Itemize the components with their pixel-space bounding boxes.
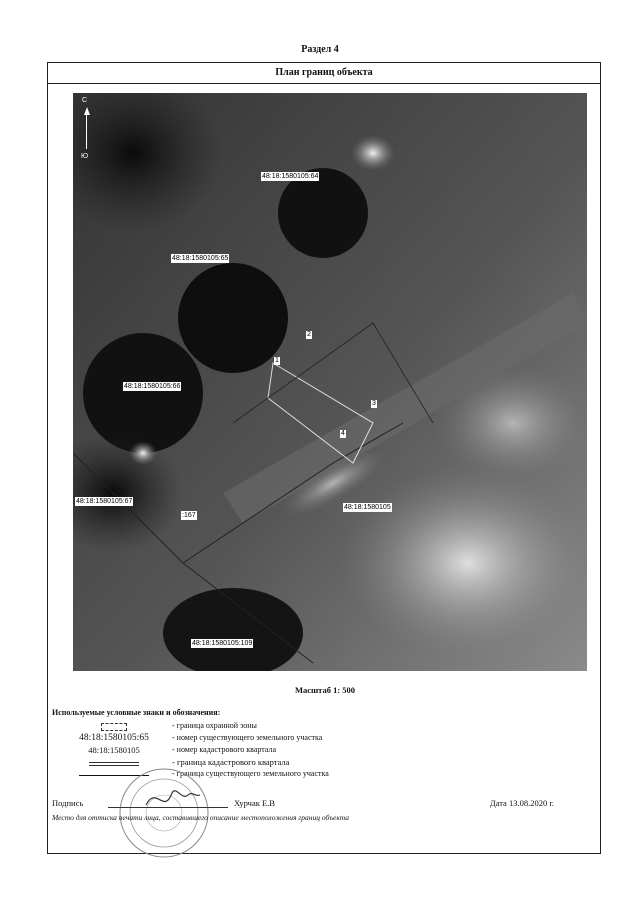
boundary-point: 4 <box>341 430 345 437</box>
legend-item <box>48 745 602 757</box>
parcel-label: 48:18:1580105:66 <box>124 383 181 390</box>
boundary-point: 2 <box>307 331 311 338</box>
legend-item <box>48 721 602 733</box>
legend-text: - номер существующего земельного участка <box>172 733 323 742</box>
compass-south-label: Ю <box>81 153 89 160</box>
signature-label: Подпись <box>52 798 84 808</box>
plan-frame <box>47 62 601 854</box>
legend-symbol-quarter-number: 48:18:1580105 <box>88 745 140 755</box>
legend-symbol-protection-zone <box>64 721 164 733</box>
parcel-label: 48:18:1580105:65 <box>172 255 229 262</box>
signature-date: Дата 13.08.2020 г. <box>489 798 554 808</box>
quarter-label: 48:18:1580105 <box>344 504 391 511</box>
legend-symbol-parcel-number: 48:18:1580105:65 <box>79 733 149 743</box>
north-arrow-icon <box>84 107 90 115</box>
signature-line <box>108 807 228 808</box>
legend-item <box>48 733 602 745</box>
parcel-label: :167 <box>182 512 196 519</box>
legend-heading: Используемые условные знаки и обозначения: <box>52 708 221 717</box>
dashed-rect-icon <box>101 723 127 731</box>
parcel-label: 48:18:1580105:109 <box>192 640 253 647</box>
parcel-label: 48:18:1580105:67 <box>76 498 133 505</box>
boundary-point: 3 <box>372 400 376 407</box>
aerial-map <box>73 93 587 671</box>
north-arrow <box>79 97 93 163</box>
compass-line <box>86 115 87 149</box>
section-label: Раздел 4 <box>301 44 339 55</box>
parcel-label: 48:18:1580105:64 <box>262 173 319 180</box>
plan-title: План границ объекта <box>48 63 600 84</box>
legend-text: - номер кадастрового квартала <box>172 745 277 754</box>
legend-text: - граница кадастрового квартала <box>172 757 290 767</box>
boundary-point: 1 <box>275 357 279 364</box>
legend-text: - граница существующего земельного участка <box>172 769 329 778</box>
legend-text: - граница охранной зоны <box>172 721 257 730</box>
signer-name: Хурчак Е.В <box>234 798 275 808</box>
compass-north-label: С <box>82 97 88 104</box>
signature-scribble <box>146 791 200 805</box>
map-scale: Масштаб 1: 500 <box>294 685 356 695</box>
stamp-note: Место для оттиска печати лица, составившего описание местоположения границ объекта <box>52 813 350 822</box>
